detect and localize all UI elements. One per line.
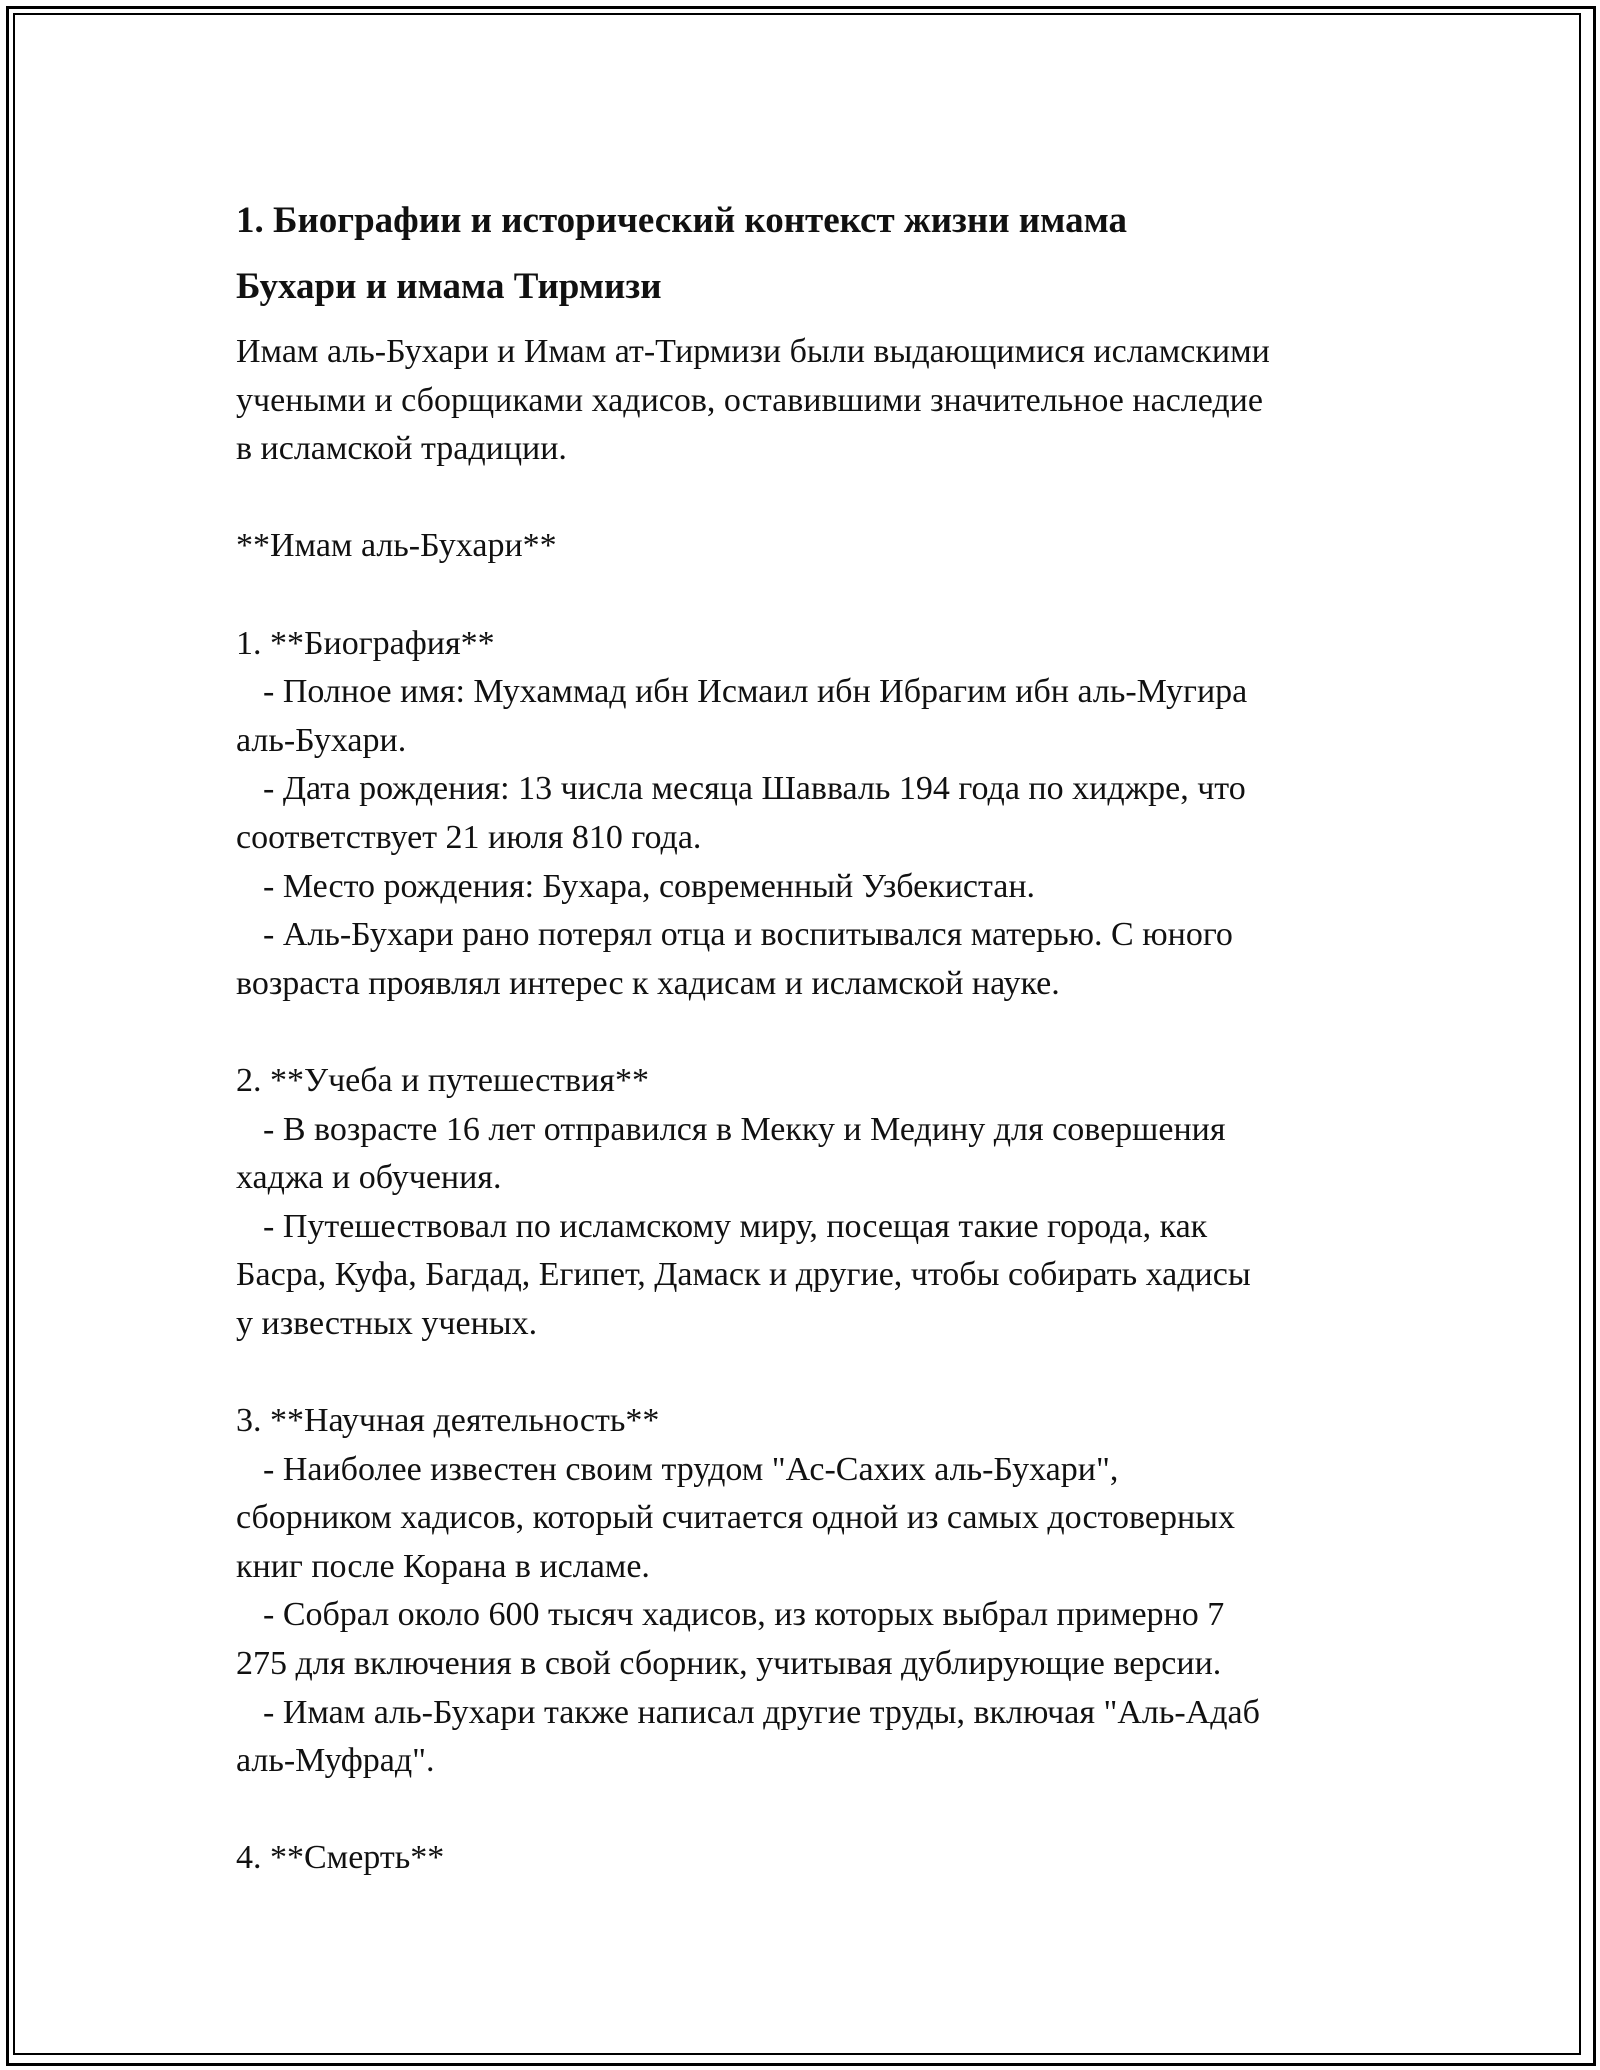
item-line: аль-Муфрад". bbox=[236, 1742, 435, 1780]
intro-line: Имам аль-Бухари и Имам ат-Тирмизи были выдающимися исламскими bbox=[236, 333, 1270, 370]
intro-line: в исламской традиции. bbox=[236, 430, 567, 468]
document-page bbox=[236, 188, 1386, 1883]
intro-line: учеными и сборщиками хадисов, оставившими значительное наследие bbox=[236, 381, 1263, 419]
heading-line-2: Бухари и имама Тирмизи bbox=[236, 266, 662, 307]
item-line: у известных ученых. bbox=[236, 1304, 538, 1342]
numbered-item bbox=[236, 1834, 1386, 1883]
item-line: - Полное имя: Мухаммад ибн Исмаил ибн Ибрагим ибн аль-Мугира bbox=[263, 673, 1248, 711]
item-line: - Дата рождения: 13 числа месяца Шавваль 194 года по хиджре, что bbox=[263, 770, 1246, 808]
blank-line bbox=[236, 1008, 1386, 1057]
item-title: 3. **Научная деятельность** bbox=[236, 1402, 660, 1440]
blank-line bbox=[236, 474, 1386, 523]
item-line: аль-Бухари. bbox=[236, 721, 407, 759]
intro-paragraph bbox=[236, 328, 1386, 474]
item-line: - В возрасте 16 лет отправился в Мекку и Медину для совершения bbox=[263, 1110, 1226, 1148]
numbered-item bbox=[236, 620, 1386, 1009]
item-title: 1. **Биография** bbox=[236, 624, 495, 662]
document-heading bbox=[236, 188, 1386, 320]
item-line: книг после Корана в исламе. bbox=[236, 1547, 650, 1585]
blank-line bbox=[236, 571, 1386, 620]
numbered-items bbox=[236, 620, 1386, 1883]
document-body bbox=[236, 328, 1386, 1883]
item-line: возраста проявлял интерес к хадисам и исламской науке. bbox=[236, 964, 1060, 1002]
item-line: - Место рождения: Бухара, современный Узбекистан. bbox=[263, 867, 1036, 905]
blank-line bbox=[236, 1786, 1386, 1835]
blank-line bbox=[236, 1348, 1386, 1397]
item-line: соответствует 21 июля 810 года. bbox=[236, 818, 702, 856]
item-title: 4. **Смерть** bbox=[236, 1839, 445, 1877]
heading-line-1: 1. Биографии и исторический контекст жизни имама bbox=[236, 200, 1128, 241]
item-line: - Наиболее известен своим трудом "Ас-Сахих аль-Бухари", bbox=[263, 1450, 1119, 1488]
numbered-item bbox=[236, 1397, 1386, 1786]
numbered-item bbox=[236, 1057, 1386, 1349]
item-line: хаджа и обучения. bbox=[236, 1159, 502, 1197]
item-line: сборником хадисов, который считается одной из самых достоверных bbox=[236, 1499, 1236, 1537]
item-line: - Путешествовал по исламскому миру, посещая такие города, как bbox=[263, 1207, 1208, 1245]
item-line: - Имам аль-Бухари также написал другие труды, включая "Аль-Адаб bbox=[263, 1693, 1260, 1731]
item-line: 275 для включения в свой сборник, учитывая дублирующие версии. bbox=[236, 1645, 1222, 1683]
section-title: **Имам аль-Бухари** bbox=[236, 527, 557, 565]
item-title: 2. **Учеба и путешествия** bbox=[236, 1061, 649, 1099]
item-line: Басра, Куфа, Багдад, Египет, Дамаск и другие, чтобы собирать хадисы bbox=[236, 1256, 1251, 1294]
item-line: - Собрал около 600 тысяч хадисов, из которых выбрал примерно 7 bbox=[263, 1596, 1225, 1634]
item-line: - Аль-Бухари рано потерял отца и воспитывался матерью. С юного bbox=[263, 916, 1233, 954]
